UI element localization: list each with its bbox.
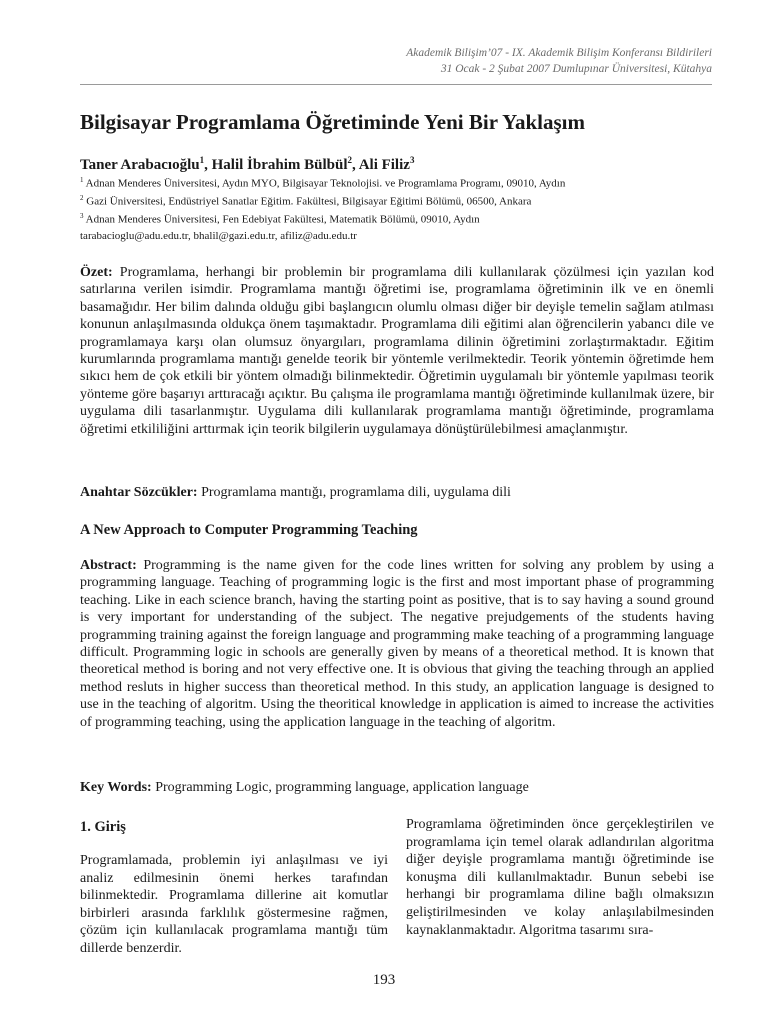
affiliation-2: [80, 191, 531, 210]
english-keywords: [80, 779, 714, 797]
author-affiliation-mark: 2: [347, 155, 352, 165]
introduction-right-column: Programlama öğretiminden önce gerçekleştirilen ve programlama için temel olarak adlandırılan algoritma diğer deyişle programlama mantığı öğretiminde ise konuşma dili kullanılmaktadır. Bunun sebebi ise herhangi bir programlama diline bağlı olmaksızın geliştirilmesinden ve kolay anlaşılabilmesinden kaynaklanmaktadır. Algoritma tasarımı sıra-: [406, 817, 714, 938]
author-list: [80, 150, 414, 175]
ozet-text: Programlama, herhangi bir problemin bir programlama dili kullanılarak çözülmesi için yazılan kod satırlarına verilen isimdir. Programlama mantığı öğretimi ise, programlama öğretiminin ilk ve en önemli basamağıdır. Her bilim dalında olduğu gibi başlangıcın olumlu olması diğer bir deyişle temelin sağlam atılması konunun anlaşılmasında oldukça önem taşımaktadır. Programlama dili eğitimi alan öğrencilerin yabancı dile ve programlamaya karşı olan olumsuz önyargıları, programlama dilinin öğretimini zorlaştırmaktadır. Eğitim kurumlarında programlama mantığı genelde teorik bir yöntemle verilmektedir. Teorik yöntemin öğretimde hem sıkıcı hem de çok etkili bir yöntem olmadığı bilinmektedir. Öğretimin uygulamalı bir yöntemle yapılması teorik yönteme göre başarıyı arttıracağı açıktır. Bu çalışma ile programlama mantığı öğretiminde kullanılmak üzere, bir uygulama dili tasarlanmıştır. Uygulama dili kullanılarak programlama mantığı öğretiminde, programlama öğretimi etkililiğini arttırmak için teorik bilgilerin uygulamaya dönüştürülebilmesi amaçlanmıştır.: [80, 265, 714, 437]
header-date-venue-line: 31 Ocak - 2 Şubat 2007 Dumlupınar Üniversitesi, Kütahya: [440, 63, 712, 75]
author-affiliation-mark: 1: [199, 155, 205, 165]
abstract-label: Abstract:: [80, 558, 137, 573]
keywords-label: Key Words:: [80, 780, 152, 795]
affiliation-mark: 3: [80, 212, 84, 220]
affiliation-text: Adnan Menderes Üniversitesi, Fen Edebiyat Fakültesi, Matematik Bölümü, 09010, Aydın: [83, 213, 480, 226]
author-separator: ,: [352, 157, 359, 173]
english-abstract: [80, 557, 714, 731]
ozet-label: Özet:: [80, 265, 113, 280]
keywords-text: Programming Logic, programming language, application language: [151, 780, 529, 795]
running-header: [152, 45, 712, 77]
affiliation-mark: 1: [80, 176, 84, 184]
introduction-left-column: Programlamada, problemin iyi anlaşılması ve iyi analiz edilmesinin önemi herkes tarafından bilinmektedir. Programlama dillerine ait komutlar birbirleri arasında farklılık göstermesine rağmen, çözüm için kullanılacak programlama mantığı tüm dillerde benzerdir.: [80, 853, 388, 956]
turkish-abstract: [80, 264, 714, 438]
page-number: 193: [372, 972, 396, 988]
affiliation-text: Adnan Menderes Üniversitesi, Aydın MYO, Bilgisayar Teknolojisi. ve Programlama Programı, 09010, Aydın: [83, 177, 566, 190]
affiliation-text: Gazi Üniversitesi, Endüstriyel Sanatlar Eğitim. Fakültesi, Bilgisayar Eğitimi Bölümü, 06500, Ankara: [83, 195, 532, 208]
abstract-text: Programming is the name given for the code lines written for solving any problem by using a programming language. Teaching of programming logic is the first and most important phase of programming teaching. Like in each science branch, having the starting point as positive, that is to say having a sound ground is very important for understanding of the subject. The negative prejudgements of the students having programming training against the foreign language and programming make teaching of a programming language difficult. Programming logic in schools are generally given by means of a theoretical method. It is known that theoretical method is boring and not very effective one. It is obvious that giving the teaching through an applied method resluts in higher success than theoretical method. In this study, an application language is designed to use in the teaching of algoritm. Using the theoritical knowledge in application is aimed to increase the activities of programming teaching, using the application language in the teaching of algoritm.: [80, 558, 714, 730]
author-emails: tarabacioglu@adu.edu.tr, bhalil@gazi.edu.tr, afiliz@adu.edu.tr: [80, 230, 357, 242]
affiliation-mark: 2: [80, 194, 84, 202]
author-name: Halil İbrahim Bülbül: [211, 157, 348, 173]
header-conference-line: Akademik Bilişim’07 - IX. Akademik Bilişim Konferansı Bildirileri: [406, 47, 712, 59]
header-divider: [80, 84, 712, 85]
anahtar-label: Anahtar Sözcükler:: [80, 485, 198, 500]
author-affiliation-mark: 3: [409, 155, 415, 165]
affiliation-1: [80, 173, 565, 192]
section-heading-introduction: 1. Giriş: [80, 819, 126, 835]
paper-title: Bilgisayar Programlama Öğretiminde Yeni Bir Yaklaşım: [80, 110, 585, 134]
author-name: Ali Filiz: [358, 157, 410, 173]
affiliation-3: [80, 209, 480, 228]
author-separator: ,: [204, 157, 212, 173]
anahtar-text: Programlama mantığı, programlama dili, uygulama dili: [197, 485, 511, 500]
english-title: A New Approach to Computer Programming Teaching: [80, 522, 418, 538]
turkish-keywords: [80, 484, 714, 502]
author-name: Taner Arabacıoğlu: [80, 157, 200, 173]
